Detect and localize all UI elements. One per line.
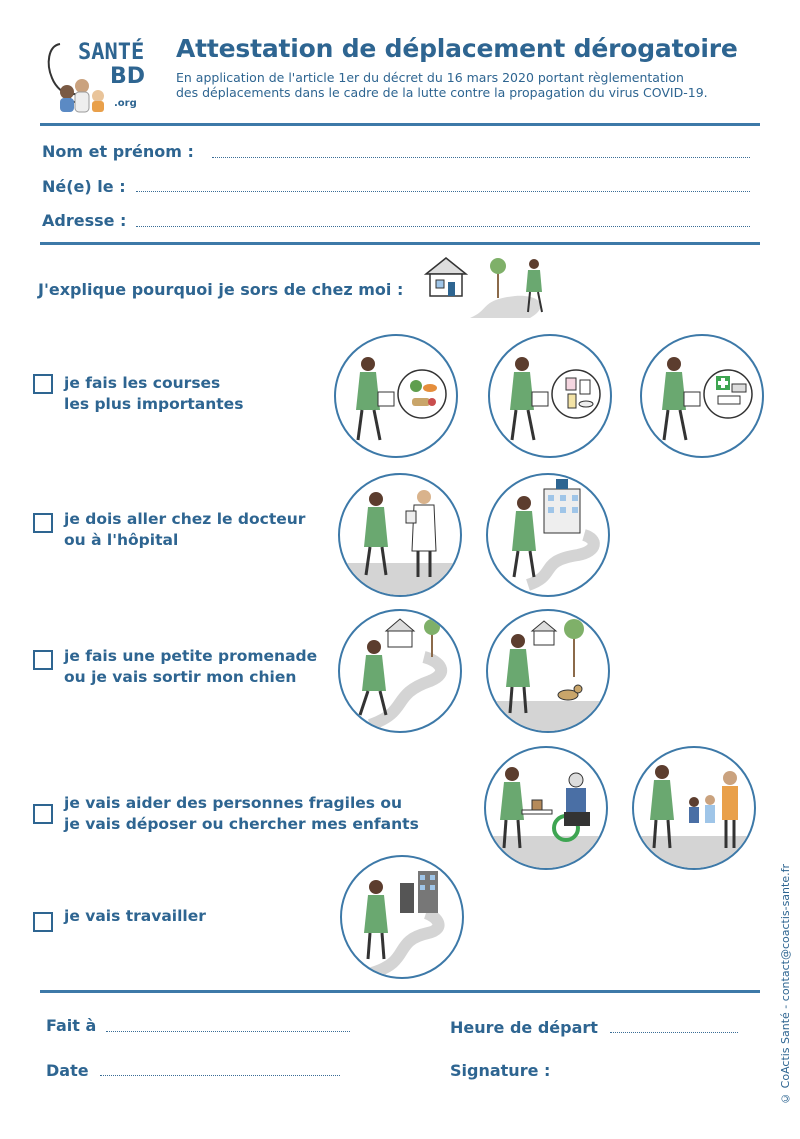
birth-label: Né(e) le : [42,177,126,196]
checkbox-docteur[interactable] [33,513,53,533]
name-field[interactable] [212,157,750,158]
birth-field[interactable] [136,191,750,192]
option-docteur-text [64,509,305,551]
illustration-food-shopping [334,334,458,458]
checkbox-travailler[interactable] [33,912,53,932]
illustration-work [340,855,464,979]
page-title: Attestation de déplacement dérogatoire [176,34,738,63]
checkbox-aide[interactable] [33,804,53,824]
option-travailler-line-1: je vais travailler [64,907,206,925]
logo-text-org: .org [114,98,137,109]
option-courses-line-2: les plus importantes [64,395,244,413]
illustration-hygiene-shopping [488,334,612,458]
logo-text-bottom: BD [110,64,146,89]
illustration-pharmacy [640,334,764,458]
address-label: Adresse : [42,211,127,230]
option-courses-text [64,373,243,415]
checkbox-courses[interactable] [33,374,53,394]
fait-label: Fait à [46,1016,97,1035]
illustration-help-fragile [484,746,608,870]
subtitle [176,70,708,100]
heure-label: Heure de départ [450,1018,598,1037]
checkbox-promenade[interactable] [33,650,53,670]
date-label: Date [46,1061,89,1080]
signature-label: Signature : [450,1061,551,1080]
option-docteur-line-1: je dois aller chez le docteur [64,510,306,528]
credit-text: © CoActis Santé - contact@coactis-sante.fr [779,864,792,1105]
option-courses-line-1: je fais les courses [64,374,221,392]
option-aide-text [64,793,419,835]
name-label: Nom et prénom : [42,142,194,161]
heure-field[interactable] [610,1032,738,1033]
reason-prompt: J'explique pourquoi je sors de chez moi : [38,280,404,299]
mid-divider [40,242,760,245]
illustration-dog-walk [486,609,610,733]
option-aide-line-2: je vais déposer ou chercher mes enfants [64,815,419,833]
option-docteur-line-2: ou à l'hôpital [64,531,179,549]
subtitle-line-1: En application de l'article 1er du décret du 16 mars 2020 portant règlementation [176,70,684,85]
subtitle-line-2: des déplacements dans le cadre de la lutte contre la propagation du virus COVID-19. [176,85,708,100]
option-promenade-line-1: je fais une petite promenade [64,647,318,665]
illustration-doctor [338,473,462,597]
illustration-walk [338,609,462,733]
illustration-children [632,746,756,870]
option-promenade-line-2: ou je vais sortir mon chien [64,668,297,686]
illustration-hospital [486,473,610,597]
bottom-divider [40,990,760,993]
option-travailler-text [64,906,206,927]
top-divider [40,123,760,126]
date-field[interactable] [100,1075,340,1076]
address-field[interactable] [136,226,750,227]
fait-field[interactable] [106,1031,350,1032]
logo-text-top: SANTÉ [78,40,145,65]
option-promenade-text [64,646,317,688]
option-aide-line-1: je vais aider des personnes fragiles ou [64,794,403,812]
house-walk-illustration [420,252,560,324]
